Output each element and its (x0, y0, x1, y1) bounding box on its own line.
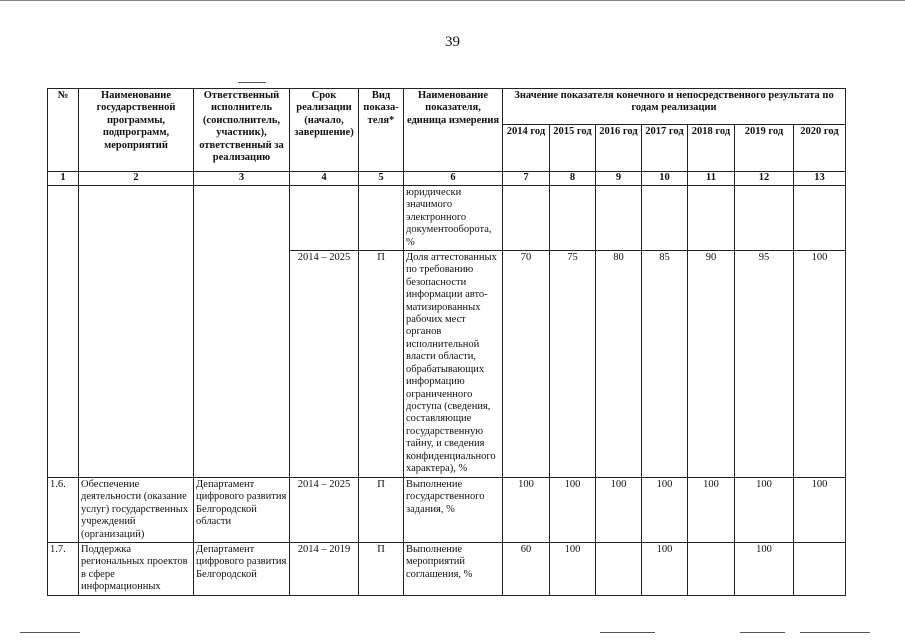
row-term: 2014 – 2019 (290, 543, 359, 596)
row-value: 100 (688, 478, 735, 543)
row-value (596, 186, 642, 251)
row-value (550, 186, 596, 251)
row-value (794, 186, 846, 251)
header-year: 2014 год (503, 125, 550, 172)
header-year: 2017 год (642, 125, 688, 172)
scan-artifact-line (800, 632, 870, 633)
row-indicator-type: П (359, 543, 404, 596)
header-no: № (48, 89, 79, 172)
row-value: 100 (596, 478, 642, 543)
row-program-name: Обеспечение деятельности (оказание услуг) государственных учреждений (организаций) (79, 478, 194, 543)
scan-artifact-line (600, 632, 655, 633)
header-executor: Ответственный исполнитель (соисполнитель, участник), ответственный за реализацию (194, 89, 290, 172)
column-number: 12 (735, 172, 794, 186)
row-indicator-name: Доля аттестованных по требованию безопасности информации авто-матизированных рабочих мест органов исполнительной власти области, обрабатывающих информацию ограниченного доступа (сведения, составляющие государственную тайну, и сведения конфиденциального характера), % (404, 251, 503, 478)
row-number (48, 186, 79, 478)
row-value (503, 186, 550, 251)
row-term: 2014 – 2025 (290, 478, 359, 543)
scan-artifact-line (238, 82, 266, 83)
header-indicator-name: Наименование показателя, единица измерения (404, 89, 503, 172)
column-number: 6 (404, 172, 503, 186)
row-indicator-type (359, 186, 404, 251)
program-indicators-table (47, 88, 846, 596)
scan-artifact-line (740, 632, 785, 633)
row-value (794, 543, 846, 596)
row-value: 100 (735, 543, 794, 596)
row-value: 75 (550, 251, 596, 478)
row-value (688, 186, 735, 251)
row-value: 100 (735, 478, 794, 543)
row-value (642, 186, 688, 251)
page-number: 39 (445, 34, 460, 50)
row-value (596, 543, 642, 596)
row-value: 90 (688, 251, 735, 478)
column-number: 2 (79, 172, 194, 186)
row-executor: Департамент цифрового развития Белгородской области (194, 478, 290, 543)
row-value: 100 (794, 478, 846, 543)
header-year: 2020 год (794, 125, 846, 172)
header-indicator-type: Вид показа-теля* (359, 89, 404, 172)
row-number: 1.6. (48, 478, 79, 543)
row-executor: Департамент цифрового развития Белгородской (194, 543, 290, 596)
column-number: 7 (503, 172, 550, 186)
row-executor (194, 186, 290, 478)
header-year: 2016 год (596, 125, 642, 172)
row-term: 2014 – 2025 (290, 251, 359, 478)
column-number: 1 (48, 172, 79, 186)
row-value: 95 (735, 251, 794, 478)
header-term: Срок реализации (начало, завершение) (290, 89, 359, 172)
scan-artifact-line (0, 0, 905, 1)
row-value: 100 (642, 478, 688, 543)
table-row (48, 543, 846, 596)
row-number: 1.7. (48, 543, 79, 596)
column-number: 13 (794, 172, 846, 186)
column-number: 11 (688, 172, 735, 186)
row-value: 100 (642, 543, 688, 596)
column-number: 8 (550, 172, 596, 186)
row-value (735, 186, 794, 251)
row-indicator-type: П (359, 478, 404, 543)
column-number: 10 (642, 172, 688, 186)
row-value: 100 (550, 543, 596, 596)
row-indicator-name: юридически значимого электронного документооборота, % (404, 186, 503, 251)
row-program-name (79, 186, 194, 478)
row-value: 100 (794, 251, 846, 478)
row-indicator-name: Выполнение государственного задания, % (404, 478, 503, 543)
row-value: 100 (503, 478, 550, 543)
column-number: 5 (359, 172, 404, 186)
column-number: 4 (290, 172, 359, 186)
scan-artifact-line (20, 632, 80, 633)
row-value: 85 (642, 251, 688, 478)
header-year: 2015 год (550, 125, 596, 172)
column-number: 3 (194, 172, 290, 186)
header-year: 2018 год (688, 125, 735, 172)
table-row (48, 186, 846, 251)
row-indicator-name: Выполнение мероприятий соглашения, % (404, 543, 503, 596)
row-value: 60 (503, 543, 550, 596)
row-value: 70 (503, 251, 550, 478)
column-number: 9 (596, 172, 642, 186)
column-number-row (48, 172, 846, 186)
row-value: 80 (596, 251, 642, 478)
header-values: Значение показателя конечного и непосредственного результата по годам реализации (503, 89, 846, 125)
table-row (48, 478, 846, 543)
row-value: 100 (550, 478, 596, 543)
row-program-name: Поддержка региональных проектов в сфере информационных (79, 543, 194, 596)
header-program-name: Наименование государственной программы, подпрограмм, мероприятий (79, 89, 194, 172)
row-term (290, 186, 359, 251)
row-value (688, 543, 735, 596)
header-year: 2019 год (735, 125, 794, 172)
row-indicator-type: П (359, 251, 404, 478)
